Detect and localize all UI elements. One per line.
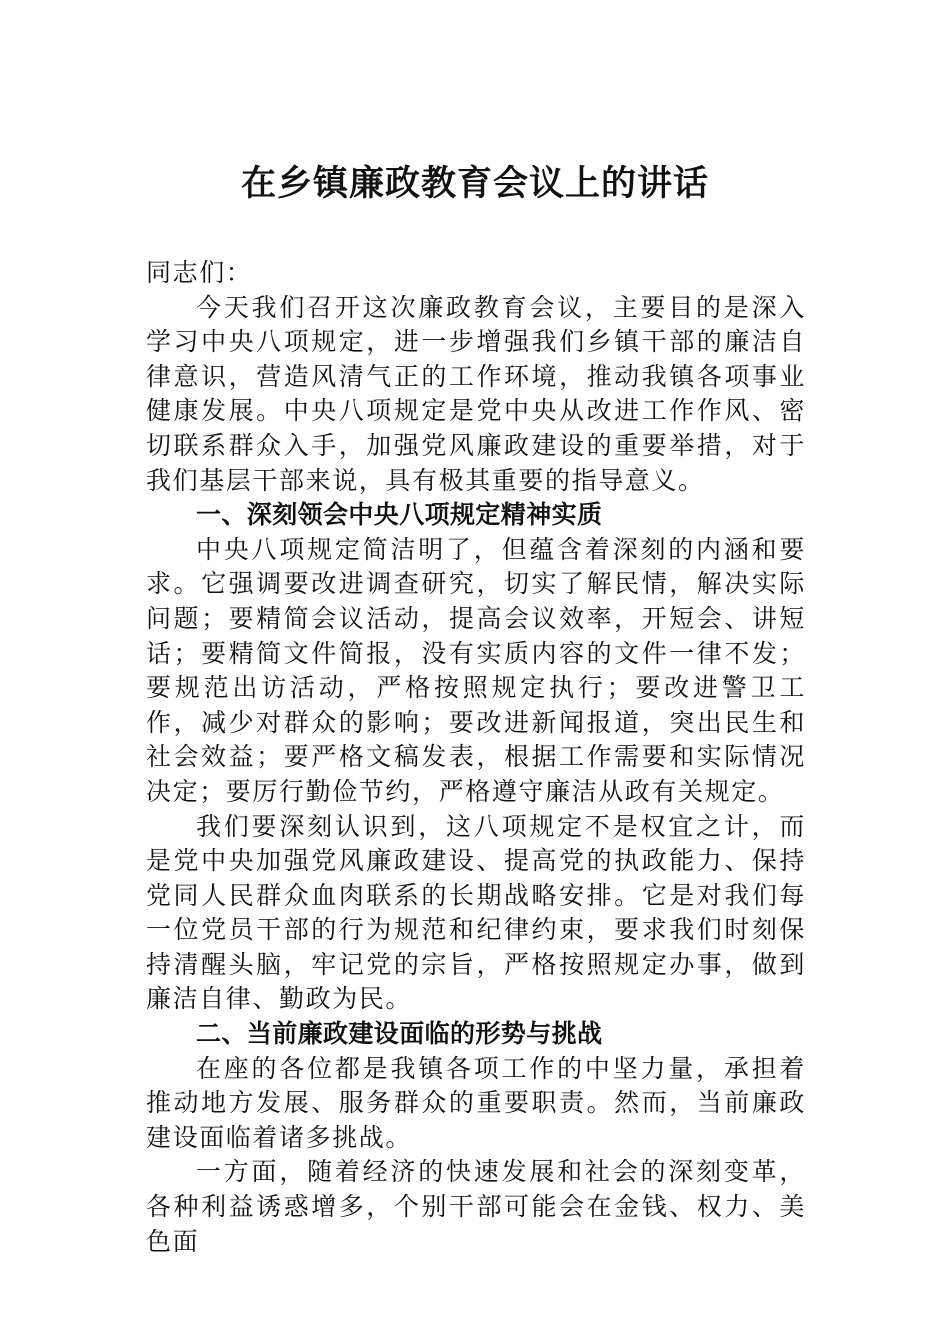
paragraph-responsibility: 在座的各位都是我镇各项工作的中坚力量，承担着推动地方发展、服务群众的重要职责。然而，当前廉政建设面临着诸多挑战。 [146, 1053, 806, 1152]
salutation: 同志们： [146, 258, 253, 287]
paragraph-understanding: 我们要深刻认识到，这八项规定不是权宜之计，而是党中央加强党风廉政建设、提高党的执政能力、保持党同人民群众血肉联系的长期战略安排。它是对我们每一位党员干部的行为规范和纪律约束，要求我们时刻保持清醒头脑，牢记党的宗旨，严格按照规定办事，做到廉洁自律、勤政为民。 [146, 811, 806, 1014]
document-body [146, 256, 806, 1259]
document-title: 在乡镇廉政教育会议上的讲话 [240, 163, 709, 204]
section-heading-2: 二、当前廉政建设面临的形势与挑战 [196, 1019, 603, 1049]
paragraph-challenges: 一方面，随着经济的快速发展和社会的深刻变革，各种利益诱惑增多，个别干部可能会在金钱、权力、美色面 [146, 1157, 806, 1256]
paragraph-intro: 今天我们召开这次廉政教育会议，主要目的是深入学习中央八项规定，进一步增强我们乡镇干部的廉洁自律意识，营造风清气正的工作环境，推动我镇各项事业健康发展。中央八项规定是党中央从改进工作作风、密切联系群众入手，加强党风廉政建设的重要举措，对于我们基层干部来说，具有极其重要的指导意义。 [146, 292, 806, 495]
section-heading-1: 一、深刻领会中央八项规定精神实质 [196, 500, 603, 530]
paragraph-eight-rules: 中央八项规定简洁明了，但蕴含着深刻的内涵和要求。它强调要改进调查研究，切实了解民情，解决实际问题；要精简会议活动，提高会议效率，开短会、讲短话；要精简文件简报，没有实质内容的文件一律不发；要规范出访活动，严格按照规定执行；要改进警卫工作，减少对群众的影响；要改进新闻报道，突出民生和社会效益；要严格文稿发表，根据工作需要和实际情况决定；要厉行勤俭节约，严格遵守廉洁从政有关规定。 [146, 534, 806, 806]
